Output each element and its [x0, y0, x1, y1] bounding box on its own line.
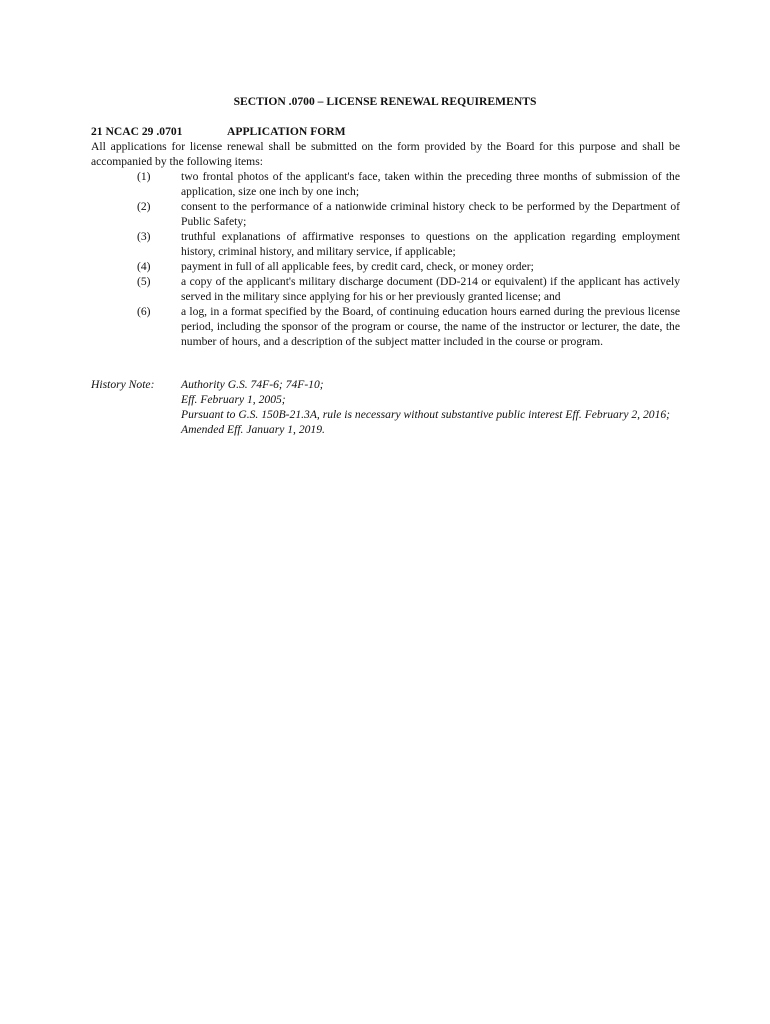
item-text: payment in full of all applicable fees, by credit card, check, or money order;: [181, 260, 534, 273]
item-number: (1): [137, 170, 151, 183]
list-item: [91, 229, 680, 259]
item-text: a log, in a format specified by the Board, of continuing education hours earned during the previous license period, including the sponsor of the program or course, the name of the instructor or lecturer, the date, the number of hours, and a description of the subject matter included in the course or program.: [181, 305, 680, 348]
requirements-list: [91, 169, 680, 349]
item-number: (4): [137, 260, 151, 273]
item-number: (6): [137, 305, 151, 318]
section-title: SECTION .0700 – LICENSE RENEWAL REQUIREMENTS: [233, 95, 537, 108]
list-item: [91, 259, 680, 274]
item-text: consent to the performance of a nationwide criminal history check to be performed by the Department of Public Safety;: [181, 200, 680, 228]
list-item: [91, 169, 680, 199]
item-text: truthful explanations of affirmative responses to questions on the application regarding employment history, criminal history, and military service, if applicable;: [181, 230, 680, 258]
history-line: Amended Eff. January 1, 2019.: [181, 423, 325, 436]
history-line: Pursuant to G.S. 150B-21.3A, rule is necessary without substantive public interest Eff. February 2, 2016;: [181, 408, 671, 421]
intro-paragraph: All applications for license renewal shall be submitted on the form provided by the Board for this purpose and shall be accompanied by the following items:: [91, 140, 680, 168]
rule-heading: [91, 124, 346, 139]
list-item: [91, 199, 680, 229]
history-note-label: History Note:: [91, 378, 155, 391]
item-number: (5): [137, 275, 151, 288]
item-number: (2): [137, 200, 151, 213]
item-number: (3): [137, 230, 151, 243]
rule-id: 21 NCAC 29 .0701: [91, 125, 183, 138]
history-line: Eff. February 1, 2005;: [181, 393, 286, 406]
history-note-lines: [181, 377, 680, 437]
history-note: [91, 377, 680, 437]
item-text: a copy of the applicant's military discharge document (DD-214 or equivalent) if the applicant has actively served in the military since applying for his or her previously granted license; and: [181, 275, 680, 303]
item-text: two frontal photos of the applicant's face, taken within the preceding three months of submission of the application, size one inch by one inch;: [181, 170, 680, 198]
history-line: Authority G.S. 74F-6; 74F-10;: [181, 378, 324, 391]
list-item: [91, 274, 680, 304]
rule-title: APPLICATION FORM: [227, 125, 346, 138]
list-item: [91, 304, 680, 349]
